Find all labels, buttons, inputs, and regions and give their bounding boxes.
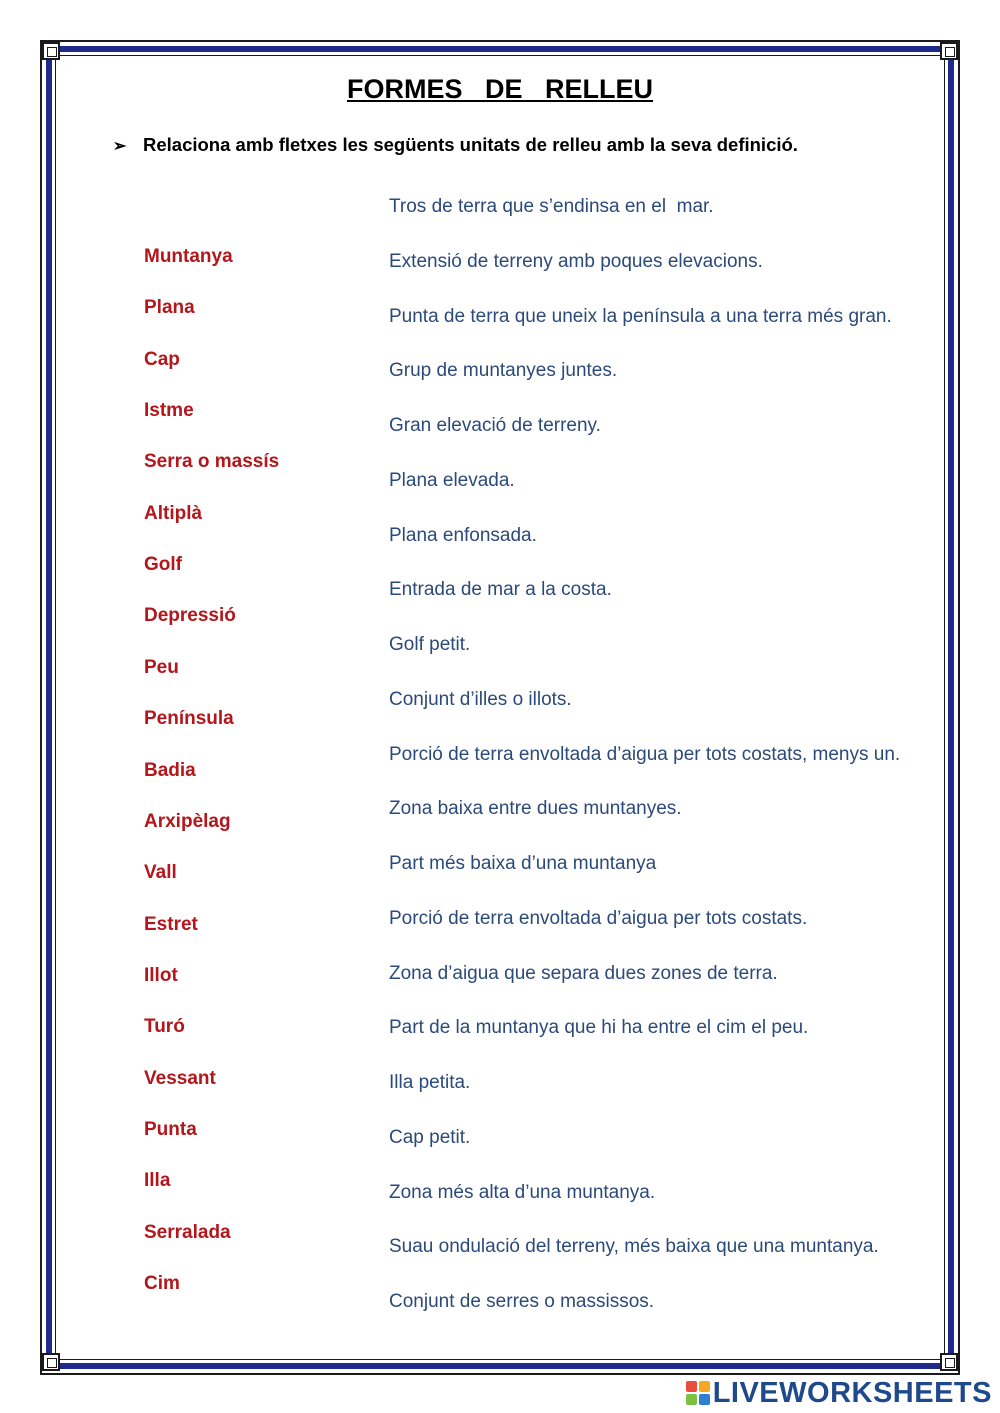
definition-item[interactable]: Part més baixa d’una muntanya [389,853,657,874]
logo-text: LIVEWORKSHEETS [712,1376,992,1409]
term-item[interactable]: Turó [144,1016,185,1038]
definition-item[interactable]: Zona més alta d’una muntanya. [389,1181,656,1203]
page-title: FORMES DE RELLEU [346,74,654,104]
definition-item[interactable]: Conjunt de serres o massissos. [389,1291,655,1312]
logo-square-icon [686,1381,697,1392]
term-item[interactable]: Muntanya [144,246,233,267]
term-item[interactable]: Punta [144,1118,197,1140]
definition-item[interactable]: Plana elevada. [389,469,515,491]
term-item[interactable]: Depressió [144,605,236,627]
corner-ornament-top-left [42,42,60,60]
term-item[interactable]: Cim [144,1273,180,1294]
term-item[interactable]: Vessant [144,1067,216,1089]
corner-ornament-bottom-left [42,1353,60,1371]
corner-ornament-top-right [940,42,958,60]
definition-item[interactable]: Zona d’aigua que separa dues zones de terra. [389,962,778,984]
definition-item[interactable]: Plana enfonsada. [389,524,537,546]
term-item[interactable]: Peu [144,656,179,678]
instruction-text: Relaciona amb fletxes les següents unitats de relleu amb la seva definició. [143,134,798,155]
instruction [113,134,798,156]
definition-item[interactable]: Tros de terra que s’endinsa en el mar. [389,196,714,217]
definition-item[interactable]: Porció de terra envoltada d’aigua per tots costats, menys un. [389,743,901,765]
term-item[interactable]: Badia [144,759,196,781]
liveworksheets-logo [686,1376,992,1410]
term-item[interactable]: Cap [144,348,180,370]
logo-square-icon [686,1394,697,1405]
definition-item[interactable]: Conjunt d’illes o illots. [389,688,572,710]
logo-square-icon [699,1394,710,1405]
definition-item[interactable]: Porció de terra envoltada d’aigua per tots costats. [389,907,808,929]
definition-item[interactable]: Part de la muntanya que hi ha entre el cim el peu. [389,1017,809,1039]
liveworksheets-logo-icon [686,1381,710,1405]
term-item[interactable]: Península [144,708,234,730]
definition-item[interactable]: Cap petit. [389,1126,471,1148]
definition-item[interactable]: Suau ondulació del terreny, més baixa que una muntanya. [389,1236,879,1258]
definition-item[interactable]: Illa petita. [389,1072,471,1093]
definition-item[interactable]: Gran elevació de terreny. [389,415,601,436]
term-item[interactable]: Serralada [144,1221,231,1243]
definition-item[interactable]: Extensió de terreny amb poques elevacions. [389,250,763,272]
term-item[interactable]: Vall [144,862,177,884]
term-item[interactable]: Plana [144,297,195,319]
definition-item[interactable]: Golf petit. [389,634,471,655]
term-item[interactable]: Golf [144,554,182,576]
definition-item[interactable]: Grup de muntanyes juntes. [389,360,618,382]
term-item[interactable]: Illa [144,1170,171,1192]
definition-item[interactable]: Entrada de mar a la costa. [389,579,612,601]
term-item[interactable]: Arxipèlag [144,810,231,832]
term-item[interactable]: Altiplà [144,502,203,524]
term-item[interactable]: Serra o massís [144,451,280,473]
term-item[interactable]: Illot [144,964,178,986]
logo-square-icon [699,1381,710,1392]
corner-ornament-bottom-right [940,1353,958,1371]
definition-item[interactable]: Punta de terra que uneix la península a una terra més gran. [389,305,892,327]
arrow-bullet-icon: ➢ [113,138,127,155]
term-item[interactable]: Istme [144,400,194,422]
term-item[interactable]: Estret [144,913,198,935]
definition-item[interactable]: Zona baixa entre dues muntanyes. [389,798,682,820]
